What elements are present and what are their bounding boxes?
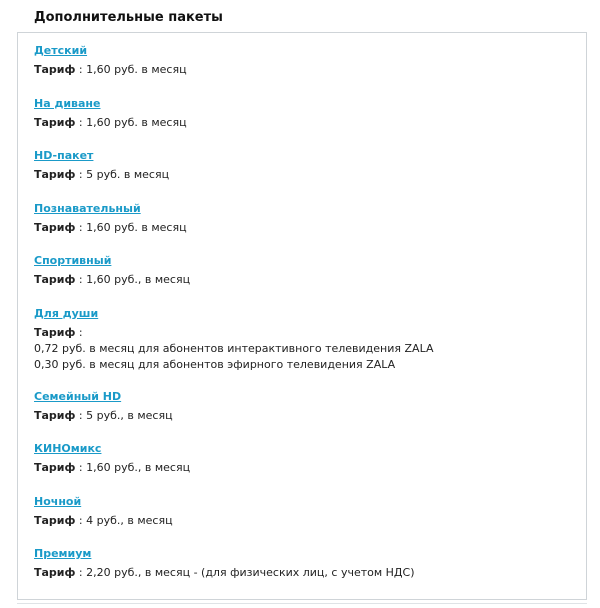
package-link-detskiy[interactable]: Детский: [34, 44, 88, 57]
tariff-label: Тариф: [34, 115, 76, 129]
tariff-label: Тариф: [34, 513, 76, 527]
tariff-row: Тариф : 2,20 руб., в месяц - (для физических лиц, с учетом НДС): [34, 566, 415, 579]
package-item: [34, 490, 574, 543]
package-item: [34, 302, 574, 385]
tariff-label: Тариф: [34, 461, 76, 474]
tariff-price: 1,60 руб., в месяц: [86, 273, 191, 286]
package-link-kinomiks[interactable]: КИНОмикс: [34, 442, 102, 455]
tariff-price-line: 0,72 руб. в месяц для абонентов интерактивного телевидения ZALA: [34, 341, 434, 355]
tariff-label: Тариф: [34, 566, 76, 579]
package-item: [34, 437, 574, 490]
tariff-price: 5 руб., в месяц: [86, 408, 173, 422]
tariff-price: 1,60 руб., в месяц: [86, 461, 191, 474]
package-item: [34, 39, 574, 92]
package-link-na-divane[interactable]: На диване: [34, 96, 101, 110]
tariff-row: Тариф : 1,60 руб. в месяц: [34, 220, 187, 234]
tariff-row: Тариф : 1,60 руб. в месяц: [34, 63, 187, 76]
packages-panel: [17, 32, 587, 600]
package-item: [34, 249, 574, 302]
tariff-row: Тариф : 5 руб. в месяц: [34, 168, 170, 181]
package-item: [34, 197, 574, 250]
package-link-semeynyy-hd[interactable]: Семейный HD: [34, 389, 122, 403]
tariff-label: Тариф: [34, 273, 76, 286]
package-item: [34, 542, 574, 595]
tariff-label: Тариф: [34, 408, 76, 422]
section-title: Дополнительные пакеты: [34, 10, 223, 25]
tariff-row: Тариф : 4 руб., в месяц: [34, 513, 173, 527]
package-link-hd-paket[interactable]: HD-пакет: [34, 149, 94, 162]
package-link-sportivnyy[interactable]: Спортивный: [34, 254, 112, 267]
tariff-row: Тариф : 1,60 руб., в месяц: [34, 461, 191, 474]
tariff-price: 5 руб. в месяц: [86, 168, 170, 181]
package-item: [34, 92, 574, 145]
package-item: [34, 385, 574, 438]
package-item: [34, 144, 574, 197]
tariff-row: Тариф : 0,72 руб. в месяц для абонентов интерактивного телевидения ZALA 0,30 руб. в месяц для абонентов эфирного телевидения ZALA: [34, 325, 574, 373]
package-link-poznavatelnyy[interactable]: Познавательный: [34, 201, 141, 215]
package-link-dlya-dushi[interactable]: Для души: [34, 306, 99, 320]
tariff-price: 4 руб., в месяц: [86, 513, 173, 527]
tariff-label: Тариф: [34, 168, 76, 181]
tariff-label: Тариф: [34, 63, 76, 76]
bottom-divider: [17, 603, 587, 604]
tariff-price: 2,20 руб., в месяц - (для физических лиц, с учетом НДС): [86, 566, 415, 579]
package-link-nochnoy[interactable]: Ночной: [34, 494, 82, 508]
tariff-row: Тариф : 1,60 руб., в месяц: [34, 273, 191, 286]
tariff-row: Тариф : 5 руб., в месяц: [34, 408, 173, 422]
tariff-price: 1,60 руб. в месяц: [86, 63, 187, 76]
tariff-row: Тариф : 1,60 руб. в месяц: [34, 115, 187, 129]
tariff-label: Тариф: [34, 325, 76, 339]
tariff-price: 1,60 руб. в месяц: [86, 220, 187, 234]
packages-list: [34, 39, 574, 595]
tariff-price-line: 0,30 руб. в месяц для абонентов эфирного телевидения ZALA: [34, 357, 396, 371]
tariff-price: 1,60 руб. в месяц: [86, 115, 187, 129]
tariff-label: Тариф: [34, 220, 76, 234]
package-link-premium[interactable]: Премиум: [34, 547, 92, 560]
